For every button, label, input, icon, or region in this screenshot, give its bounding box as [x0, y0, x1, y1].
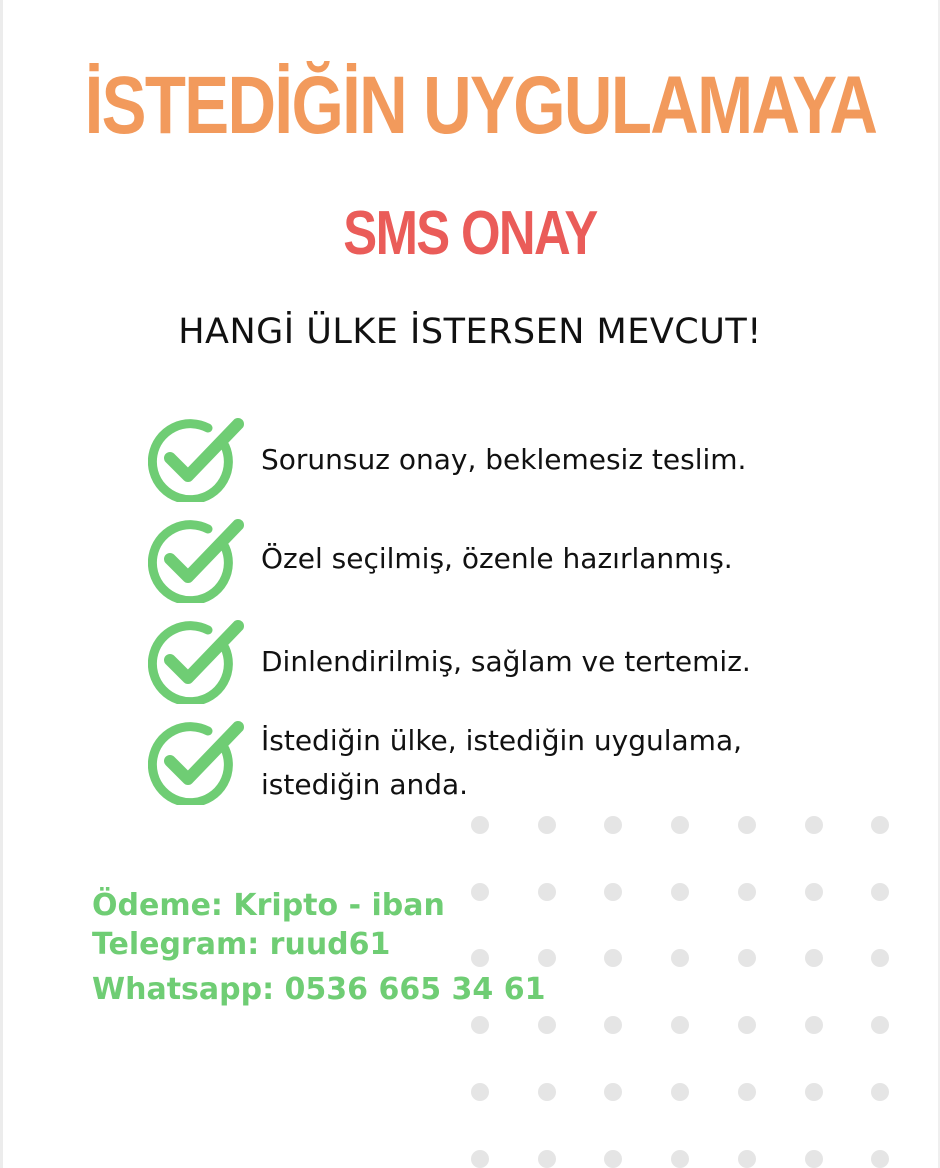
- decorative-dot: [538, 1150, 556, 1168]
- decorative-dot: [805, 883, 823, 901]
- telegram-info: Telegram: ruud61: [92, 927, 391, 962]
- decorative-dot: [604, 949, 622, 967]
- decorative-dot: [471, 1083, 489, 1101]
- decorative-dot: [671, 1083, 689, 1101]
- decorative-dot: [471, 816, 489, 834]
- decorative-dot: [871, 883, 889, 901]
- decorative-dot: [604, 1083, 622, 1101]
- feature-text: Özel seçilmiş, özenle hazırlanmış.: [261, 542, 733, 575]
- decorative-dot: [538, 883, 556, 901]
- decorative-dot: [471, 1150, 489, 1168]
- decorative-dot: [805, 1016, 823, 1034]
- feature-item: [148, 517, 908, 607]
- decorative-dot: [805, 1150, 823, 1168]
- feature-item: [148, 416, 908, 506]
- decorative-dot: [471, 1016, 489, 1034]
- decorative-dot: [871, 1083, 889, 1101]
- decorative-dot: [538, 1083, 556, 1101]
- decorative-dot: [738, 816, 756, 834]
- feature-item: [148, 618, 908, 708]
- decorative-dot: [604, 883, 622, 901]
- decorative-dot: [604, 816, 622, 834]
- decorative-dot: [671, 1150, 689, 1168]
- decorative-dot: [671, 1016, 689, 1034]
- feature-item: [148, 719, 908, 809]
- decorative-dot: [471, 949, 489, 967]
- subheadline: SMS ONAY: [343, 199, 597, 268]
- feature-text: İstediğin ülke, istediğin uygulama, istediğin anda.: [261, 724, 743, 801]
- decorative-dot: [471, 883, 489, 901]
- decorative-dot: [805, 816, 823, 834]
- payment-info: Ödeme: Kripto - iban: [92, 888, 445, 923]
- decorative-dot: [738, 1083, 756, 1101]
- decorative-dot: [738, 883, 756, 901]
- decorative-dot: [671, 816, 689, 834]
- decorative-dot: [738, 949, 756, 967]
- decorative-dot: [871, 1150, 889, 1168]
- check-circle-icon: [148, 618, 244, 704]
- decorative-dot: [805, 1083, 823, 1101]
- decorative-dot: [538, 949, 556, 967]
- decorative-dot: [604, 1016, 622, 1034]
- check-circle-icon: [148, 517, 244, 603]
- feature-text: Sorunsuz onay, beklemesiz teslim.: [261, 443, 747, 476]
- decorative-dot: [738, 1150, 756, 1168]
- decorative-dot: [604, 1150, 622, 1168]
- page-left-border: [0, 0, 3, 1168]
- tagline: HANGİ ÜLKE İSTERSEN MEVCUT!: [178, 312, 762, 352]
- decorative-dot: [671, 883, 689, 901]
- decorative-dot: [871, 1016, 889, 1034]
- decorative-dot: [805, 949, 823, 967]
- decorative-dot: [538, 816, 556, 834]
- decorative-dot: [538, 1016, 556, 1034]
- decorative-dot: [671, 949, 689, 967]
- check-circle-icon: [148, 719, 244, 805]
- decorative-dot: [871, 816, 889, 834]
- decorative-dot: [871, 949, 889, 967]
- whatsapp-info: Whatsapp: 0536 665 34 61: [92, 972, 546, 1007]
- feature-text: Dinlendirilmiş, sağlam ve tertemiz.: [261, 645, 751, 678]
- check-circle-icon: [148, 416, 244, 502]
- headline: İSTEDİĞİN UYGULAMAYA: [84, 60, 877, 151]
- decorative-dot: [738, 1016, 756, 1034]
